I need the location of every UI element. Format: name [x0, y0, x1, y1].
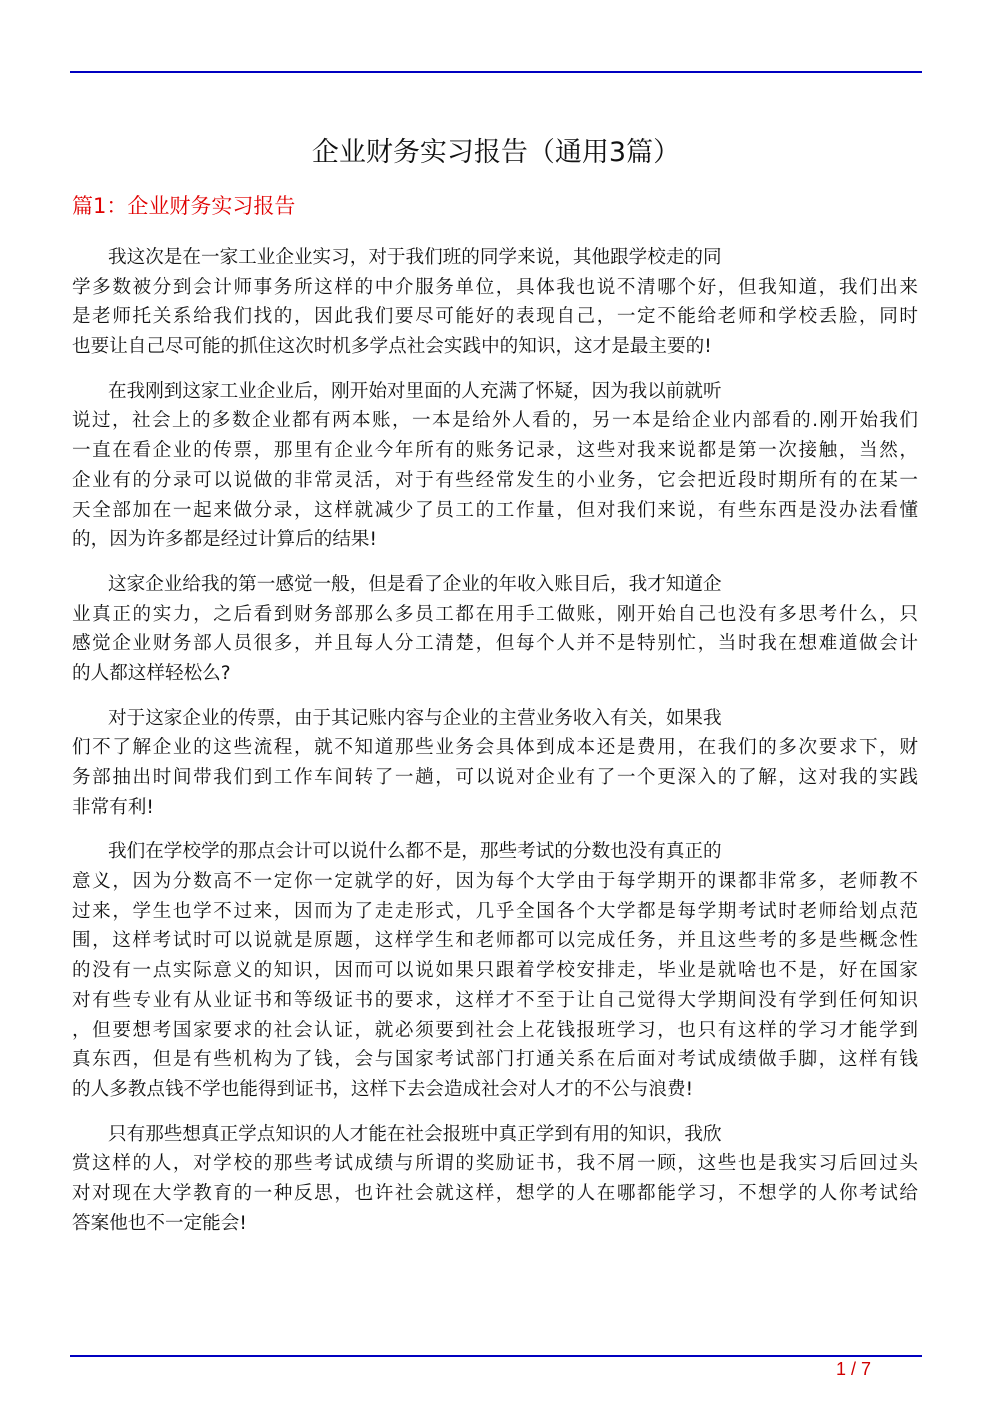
paragraph-line: 感觉企业财务部人员很多，并且每人分工清楚，但每个人并不是特别忙，当时我在想难道做会计	[72, 633, 918, 655]
paragraph-line: 的，因为许多都是经过计算后的结果!	[72, 529, 377, 551]
paragraph-line: 说过，社会上的多数企业都有两本账，一本是给外人看的，另一本是给企业内部看的.刚开始我们	[72, 410, 918, 432]
paragraph-line: 非常有利!	[72, 796, 154, 818]
paragraph-line: 们不了解企业的这些流程，就不知道那些业务会具体到成本还是费用，在我们的多次要求下，财	[72, 737, 918, 759]
paragraph-line: 的人多教点钱不学也能得到证书，这样下去会造成社会对人才的不公与浪费!	[72, 1078, 694, 1100]
paragraph-line: 一直在看企业的传票，那里有企业今年所有的账务记录，这些对我来说都是第一次接触，当然，	[72, 440, 918, 462]
paragraph-line: 务部抽出时间带我们到工作车间转了一趟，可以说对企业有了一个更深入的了解，这对我的实践	[72, 767, 918, 788]
paragraph-line: 只有那些想真正学点知识的人才能在社会报班中真正学到有用的知识，我欣	[108, 1123, 722, 1145]
footer-rule	[70, 1355, 922, 1357]
paragraph-line: 真东西，但是有些机构为了钱，会与国家考试部门打通关系在后面对考试成绩做手脚，这样有钱	[72, 1049, 918, 1071]
paragraph-line: 围，这样考试时可以说就是原题，这样学生和老师都可以完成任务，并且这些考的多是些概念性	[72, 930, 918, 952]
paragraph-line: 我这次是在一家工业企业实习，对于我们班的同学来说，其他跟学校走的同	[108, 247, 722, 268]
paragraph-line: 的没有一点实际意义的知识，因而可以说如果只跟着学校安排走，毕业是就啥也不是，好在国家	[72, 960, 918, 982]
paragraph	[72, 570, 918, 689]
paragraph-line: 的人都这样轻松么?	[72, 662, 231, 684]
paragraph-line: 意义，因为分数高不一定你一定就学的好，因为每个大学由于每学期开的课都非常多，老师教不	[72, 871, 918, 893]
document-title: 企业财务实习报告（通用3篇）	[311, 137, 681, 168]
section-heading: 篇1：企业财务实习报告	[72, 194, 296, 218]
paragraph	[72, 243, 918, 362]
page-number: 1 / 7	[836, 1359, 872, 1379]
paragraph-line: 对有些专业有从业证书和等级证书的要求，这样才不至于让自己觉得大学期间没有学到任何知识	[72, 989, 918, 1011]
paragraph-line: 赏这样的人，对学校的那些考试成绩与所谓的奖励证书，我不屑一顾，这些也是我实习后回过头	[72, 1153, 918, 1175]
paragraph-line: 对于这家企业的传票，由于其记账内容与企业的主营业务收入有关，如果我	[108, 707, 722, 729]
paragraph-line: 天全部加在一起来做分录，这样就减少了员工的工作量，但对我们来说，有些东西是没办法看懂	[72, 499, 918, 521]
paragraph-line: 答案他也不一定能会!	[72, 1212, 247, 1234]
paragraph-line: 是老师托关系给我们找的，因此我们要尽可能好的表现自己，一定不能给老师和学校丢脸，同时	[72, 306, 918, 328]
paragraph-line: 对对现在大学教育的一种反思，也许社会就这样，想学的人在哪都能学习，不想学的人你考试给	[72, 1182, 918, 1204]
paragraph-line: 业真正的实力，之后看到财务部那么多员工都在用手工做账，刚开始自己也没有多思考什么，只	[72, 603, 918, 625]
paragraph-line: 也要让自己尽可能的抓住这次时机多学点社会实践中的知识，这才是最主要的!	[72, 336, 712, 358]
paragraph	[72, 377, 918, 555]
paragraph-line: 我们在学校学的那点会计可以说什么都不是，那些考试的分数也没有真正的	[108, 841, 722, 863]
paragraph-line: 这家企业给我的第一感觉一般，但是看了企业的年收入账目后，我才知道企	[108, 573, 722, 595]
paragraph-line: 过来，学生也学不过来，因而为了走走形式，几乎全国各个大学都是每学期考试时老师给划点范	[72, 900, 918, 922]
paragraph-line: 企业有的分录可以说做的非常灵活，对于有些经常发生的小业务，它会把近段时期所有的在某一	[72, 469, 918, 491]
paragraph-line: 在我刚到这家工业企业后，刚开始对里面的人充满了怀疑，因为我以前就听	[108, 380, 722, 402]
paragraph-line: 学多数被分到会计师事务所这样的中介服务单位，具体我也说不清哪个好，但我知道，我们出来	[72, 276, 918, 298]
paragraph	[72, 1120, 918, 1239]
paragraph-line: ，但要想考国家要求的社会认证，就必须要到社会上花钱报班学习，也只有这样的学习才能学到	[72, 1019, 918, 1041]
document-body	[72, 243, 918, 1253]
paragraph	[72, 837, 918, 1104]
header-rule	[70, 71, 922, 73]
paragraph	[72, 704, 918, 823]
